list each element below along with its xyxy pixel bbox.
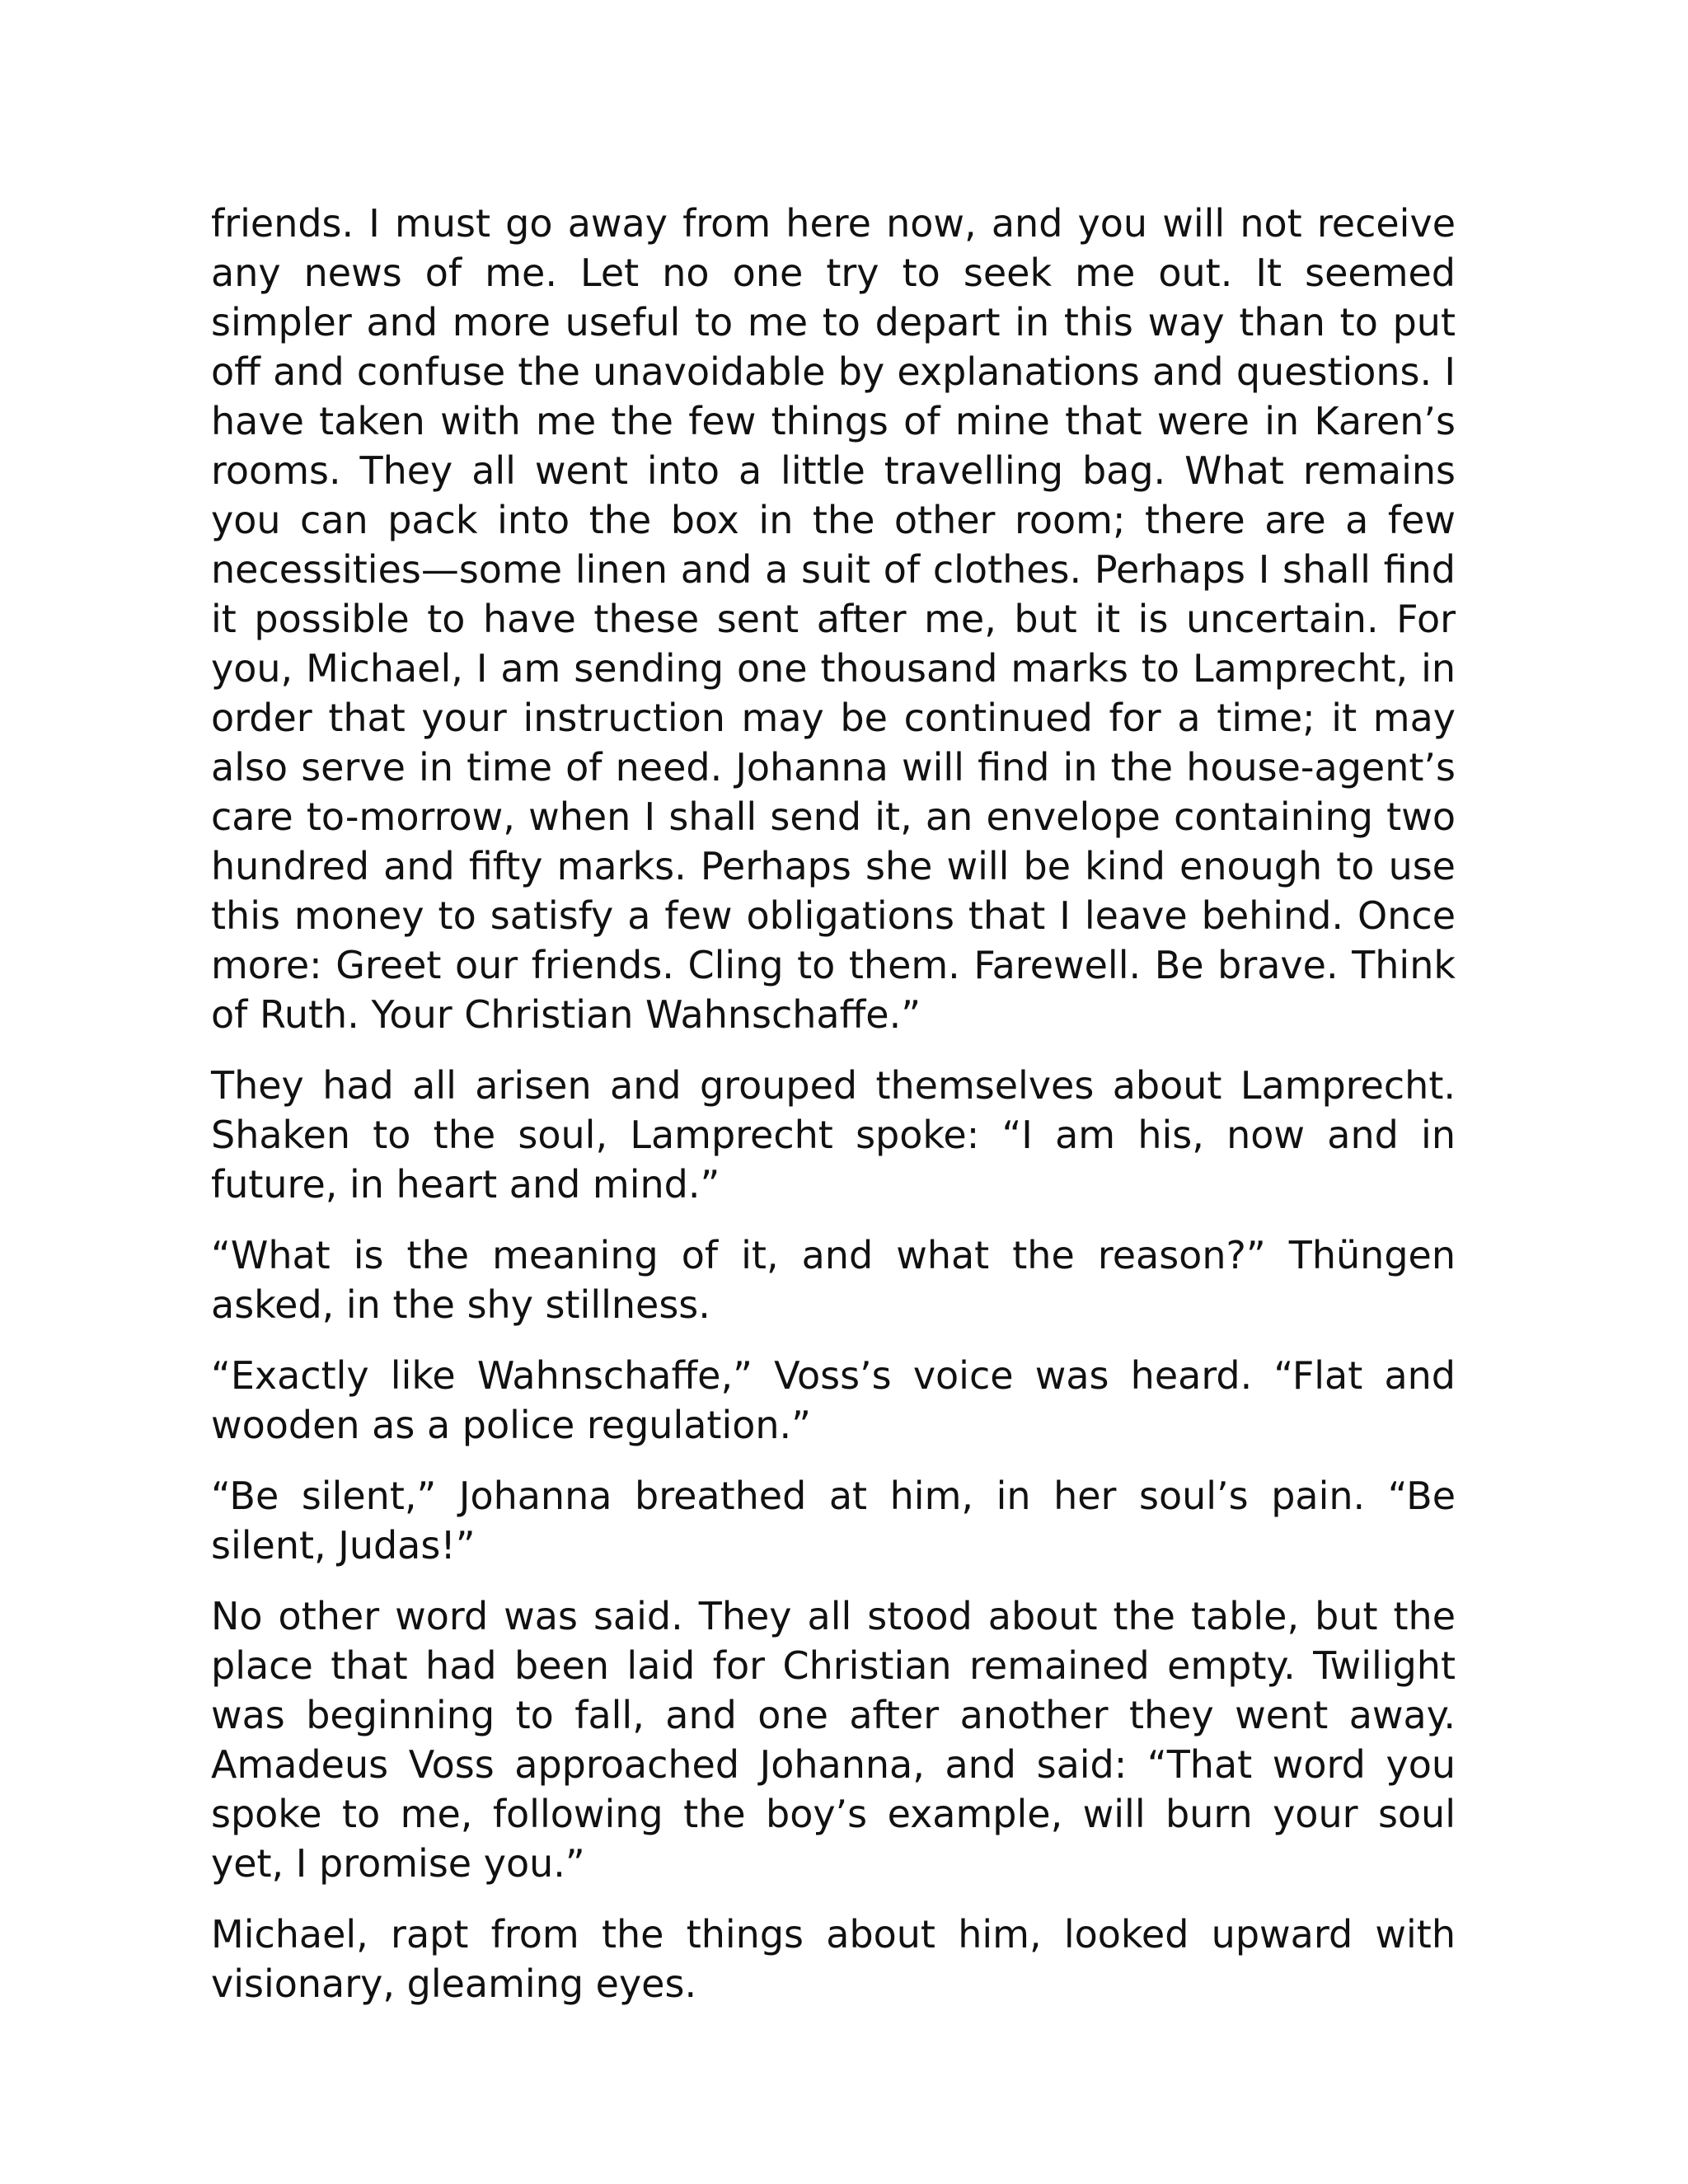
paragraph-voss: “Exactly like Wahnschaffe,” Voss’s voice was heard. “Flat and wooden as a police regulation.” [211,1353,1456,1447]
paragraph-departure: No other word was said. They all stood about the table, but the place that had been laid for Christian remained empty. Twilight was beginning to fall, and one after another they went away. Amadeus Voss approached Johanna, and said: “That word you spoke to me, following the boy’s example, will burn your soul yet, I promise you.” [211,1594,1456,1886]
paragraph-michael: Michael, rapt from the things about him, looked upward with visionary, gleaming eyes. [211,1912,1456,2006]
paragraph-letter-ending: friends. I must go away from here now, and you will not receive any news of me. Let no one try to seek me out. It seemed simpler and more useful to me to depart in this way than to put off and confuse the unavoidable by explanations and questions. I have taken with me the few things of mine that were in Karen’s rooms. They all went into a little travelling bag. What remains you can pack into the box in the other room; there are a few necessities—some linen and a suit of clothes. Perhaps I shall find it possible to have these sent after me, but it is uncertain. For you, Michael, I am sending one thousand marks to Lamprecht, in order that your instruction may be continued for a time; it may also serve in time of need. Johanna will find in the house-agent’s care to-morrow, when I shall send it, an envelope containing two hundred and fifty marks. Perhaps she will be kind enough to use this money to satisfy a few obligations that I leave behind. Once more: Greet our friends. Cling to them. Farewell. Be brave. Think of Ruth. Your Christian Wahnschaffe.” [211,201,1456,1037]
paragraph-thungen: “What is the meaning of it, and what the reason?” Thüngen asked, in the shy stillness. [211,1233,1456,1327]
paragraph-johanna: “Be silent,” Johanna breathed at him, in her soul’s pain. “Be silent, Judas!” [211,1474,1456,1568]
paragraph-lamprecht: They had all arisen and grouped themselves about Lamprecht. Shaken to the soul, Lamprecht spoke: “I am his, now and in future, in heart and mind.” [211,1063,1456,1207]
page-body [211,199,1456,2030]
